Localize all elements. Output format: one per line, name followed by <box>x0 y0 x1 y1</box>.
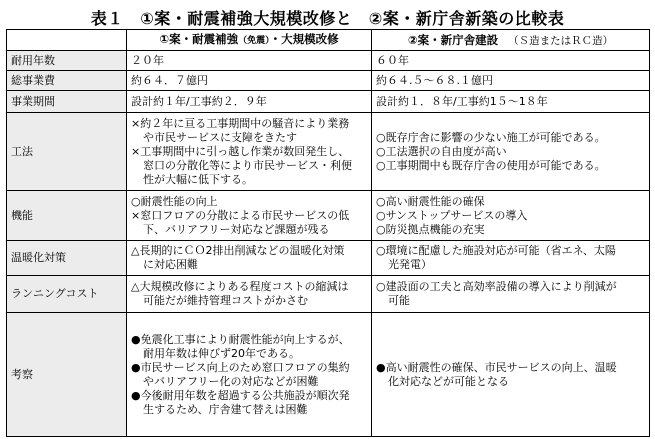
option-2-line: ○防災拠点機能の充実 <box>376 222 485 236</box>
option-2-cell <box>372 191 650 241</box>
option-2-line: 化対応などが可能となる <box>388 374 509 388</box>
row-label: 考察 <box>7 313 127 437</box>
table-header-row <box>7 30 650 51</box>
option-2-line: 光発電） <box>388 258 432 271</box>
option-1-line: ●免震化工事により耐震性能が向上するが、 <box>131 332 350 346</box>
table-row <box>7 313 650 437</box>
option-2-line: ○サンストップサービスの導入 <box>376 208 528 222</box>
option-1-line: 設計約１年/工事約２．９年 <box>131 94 267 108</box>
option-2-line: ○環境に配慮した施設対応が可能（省エネ、太陽 <box>376 244 616 257</box>
option-1-line: ●今後耐用年数を超過する公共施設が順次発 <box>131 388 350 402</box>
option-1-line: △長期的にＣＯ2排出削減などの温暖化対策 <box>131 244 345 257</box>
option-1-line: 生するため、庁舎建て替えは困難 <box>143 402 308 416</box>
header-option-2 <box>372 30 650 51</box>
table-row <box>7 191 650 241</box>
option-1-cell <box>127 113 372 191</box>
option-2-line: ○高い耐震性能の確保 <box>376 194 485 208</box>
option-1-line: △大規模改修によりある程度コストの縮減は <box>131 280 349 293</box>
table-row <box>7 241 650 276</box>
comparison-table <box>6 29 650 437</box>
row-label: 耐用年数 <box>7 51 127 71</box>
row-label: 総事業費 <box>7 71 127 91</box>
option-2-cell <box>372 71 650 91</box>
option-1-cell <box>127 313 372 437</box>
option-1-cell <box>127 71 372 91</box>
option-2-line: ○工事期間中も既存庁舎の使用が可能である。 <box>376 158 606 172</box>
option-1-cell <box>127 51 372 71</box>
table-row <box>7 71 650 91</box>
option-1-cell <box>127 241 372 276</box>
option-1-line: や市民サービスに支障をきたす <box>143 130 297 144</box>
table-row <box>7 91 650 113</box>
option-1-line: 可能だが維持管理コストがかさむ <box>143 294 308 307</box>
option-1-line: ●市民サービス向上のため窓口フロアの集約 <box>131 360 350 374</box>
option-2-line: 約６４.５～６８.１億円 <box>376 73 493 87</box>
table-row <box>7 51 650 71</box>
header-option-2-note: （Ｓ造またはＲＣ造） <box>508 34 614 47</box>
option-1-line: ×窓口フロアの分散による市民サービスの低 <box>131 208 350 222</box>
row-label: 事業期間 <box>7 91 127 113</box>
option-1-line: ×約２年に亘る工事期間中の騒音により業務 <box>131 116 350 130</box>
option-1-line: 性が大幅に低下する。 <box>143 172 253 186</box>
option-2-cell <box>372 51 650 71</box>
row-label: 温暖化対策 <box>7 241 127 276</box>
option-1-line: ×工事期間中に引っ越し作業が数回発生し、 <box>131 144 350 158</box>
header-option-2-main: ②案・新庁舎建設 <box>407 32 499 47</box>
option-2-cell <box>372 241 650 276</box>
option-1-cell <box>127 91 372 113</box>
option-1-line: ○耐震性能の向上 <box>131 194 218 208</box>
option-2-cell <box>372 113 650 191</box>
option-2-cell <box>372 91 650 113</box>
header-option-1-sub: （免震） <box>238 36 270 46</box>
table-row <box>7 113 650 191</box>
header-option-1-suffix: ・大規模改修 <box>269 32 339 46</box>
option-1-line: に対応困難 <box>143 258 198 271</box>
option-2-line: 設計約１．８年/工事約1５～1８年 <box>376 94 548 108</box>
header-blank <box>7 30 127 51</box>
table-row <box>7 276 650 313</box>
page-title: 表１ ①案・耐震補強大規模改修と ②案・新庁舎新築の比較表 <box>90 9 565 28</box>
option-1-line: ２０年 <box>131 53 164 67</box>
row-label: ランニングコスト <box>7 276 127 313</box>
option-1-line: 下、バリアフリー対応など課題が残る <box>143 222 330 236</box>
option-1-cell <box>127 191 372 241</box>
option-1-line: 窓口の分散化等により市民サービス・利便 <box>143 158 352 172</box>
option-2-cell <box>372 276 650 313</box>
option-2-line: ○既存庁舎に影響の少ない施工が可能である。 <box>376 130 606 144</box>
option-2-line: 可能 <box>388 294 410 307</box>
option-2-line: ○建設面の工夫と高効率設備の導入により削減が <box>376 280 617 293</box>
option-2-line: ○工法選択の自由度が高い <box>376 144 507 158</box>
option-1-cell <box>127 276 372 313</box>
option-2-cell <box>372 313 650 437</box>
option-1-line: 約６４．７億円 <box>131 73 208 87</box>
header-option-1-prefix: ①案・耐震補強 <box>159 32 239 46</box>
option-1-line: やバリアフリー化の対応などが困難 <box>143 374 319 388</box>
header-option-1 <box>127 30 372 51</box>
option-2-line: ●高い耐震性の確保、市民サービスの向上、温暖 <box>376 360 617 374</box>
option-2-line: ６０年 <box>376 53 409 67</box>
row-label: 工法 <box>7 113 127 191</box>
row-label: 機能 <box>7 191 127 241</box>
option-1-line: 耐用年数は伸びず20年である。 <box>143 346 300 360</box>
